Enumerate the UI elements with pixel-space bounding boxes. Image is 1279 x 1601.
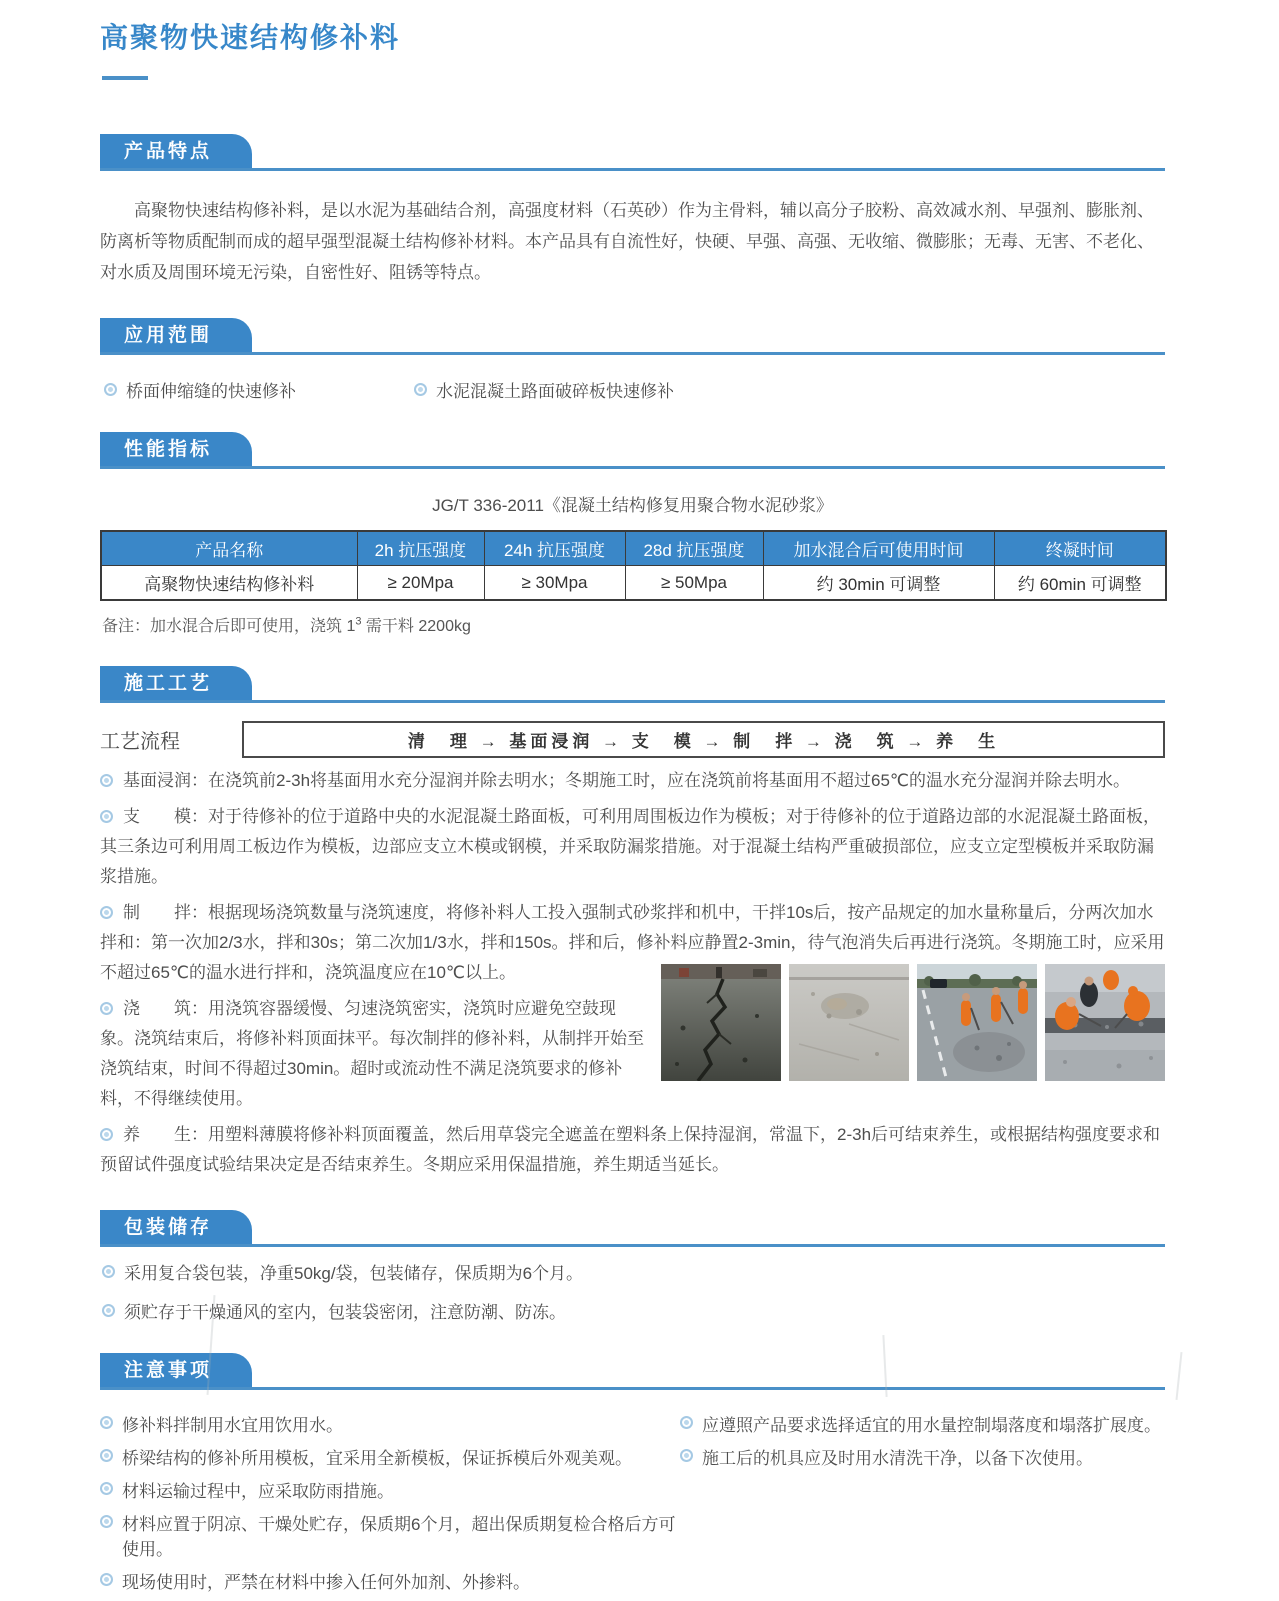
step-text: 制 拌：根据现场浇筑数量与浇筑速度，将修补料人工投入强制式砂浆拌和机中，干拌10s后，按产品规定的加水量称量后，分两次加水拌和：第一次加2/3水，拌和30s；第二次加1/3水，拌和150s。拌和后，修补料应静置2-3min，待气泡消失后再进行浇筑。冬期施工时，应采用不超过65℃的温水进行拌和，浇筑温度应在10℃以上。 [100, 903, 1165, 982]
photo-strip [661, 964, 1165, 1081]
application-items [104, 377, 1165, 402]
process-flow-box: 清 理 → 基面浸润 → 支 模 → 制 拌 → 浇 筑 → 养 生 [242, 721, 1165, 758]
table-header-cell: 2h 抗压强度 [357, 531, 484, 566]
process-step [100, 1120, 1165, 1180]
section-header [100, 134, 1165, 171]
section-tab-features: 产品特点 [100, 134, 252, 168]
section-tab-performance: 性能指标 [100, 432, 252, 466]
remark-superscript: 3 [355, 615, 362, 628]
list-item [104, 377, 414, 402]
section-performance [100, 432, 1165, 636]
list-item-label: 材料应置于阴凉、干燥处贮存，保质期6个月，超出保质期复检合格后方可使用。 [122, 1515, 676, 1559]
features-paragraph: 高聚物快速结构修补料，是以水泥为基础结合剂，高强度材料（石英砂）作为主骨料，辅以高分子胶粉、高效减水剂、早强剂、膨胀剂、防离析等物质配制而成的超早强型混凝土结构修补材料。本产品具有自流性好，快硬、早强、高强、无收缩、微膨胀；无毒、无害、不老化、对水质及周围环境无污染，自密性好、阻锈等特点。 [100, 201, 1154, 282]
ring-bullet-icon [100, 1416, 113, 1429]
ring-bullet-icon [100, 1515, 113, 1528]
list-item [100, 1477, 680, 1502]
step-text: 浇 筑：用浇筑容器缓慢、匀速浇筑密实，浇筑时应避免空鼓现象。浇筑结束后，将修补料顶面抹平。每次制拌的修补料，从制拌开始至浇筑结束，时间不得超过30min。超时或流动性不满足浇筑要求的修补料，不得继续使用。 [100, 999, 644, 1108]
product-datasheet [100, 0, 1165, 1601]
list-item [100, 1411, 680, 1436]
list-item [680, 1444, 1165, 1469]
list-item [102, 1259, 1165, 1284]
ring-bullet-icon [100, 810, 113, 823]
background-artifact [1175, 1352, 1182, 1400]
section-features [100, 134, 1165, 288]
list-item-label: 现场使用时，严禁在材料中掺入任何外加剂、外掺料。 [122, 1573, 530, 1592]
section-application [100, 318, 1165, 402]
ring-bullet-icon [100, 1002, 113, 1015]
list-item-label: 材料运输过程中，应采取防雨措施。 [122, 1482, 394, 1501]
ring-bullet-icon [680, 1449, 693, 1462]
list-item [100, 1444, 680, 1469]
section-process [100, 666, 1165, 1180]
notes-right-column [680, 1404, 1165, 1601]
step-text: 养 生：用塑料薄膜将修补料顶面覆盖，然后用草袋完全遮盖在塑料条上保持湿润，常温下，2-3h后可结束养生，或根据结构强度要求和预留试件强度试验结果决定是否结束养生。冬期应采用保温措施，养生期适当延长。 [100, 1125, 1161, 1174]
list-item-label: 施工后的机具应及时用水清洗干净，以备下次使用。 [702, 1449, 1093, 1468]
photo-cracked-concrete-pavement [661, 964, 781, 1081]
ring-bullet-icon [100, 1449, 113, 1462]
table-header-cell: 产品名称 [101, 531, 357, 566]
section-tab-packaging: 包装储存 [100, 1210, 252, 1244]
table-row [101, 566, 1166, 601]
table-header-cell: 24h 抗压强度 [484, 531, 625, 566]
section-header [100, 1353, 1165, 1390]
list-item-label: 须贮存于干燥通风的室内，包装袋密闭，注意防潮、防冻。 [124, 1303, 566, 1322]
list-item-label: 采用复合袋包装，净重50kg/袋，包装储存，保质期为6个月。 [124, 1264, 584, 1283]
list-item-label: 修补料拌制用水宜用饮用水。 [122, 1416, 343, 1435]
section-packaging [100, 1210, 1165, 1323]
table-cell: 高聚物快速结构修补料 [101, 566, 357, 601]
ring-bullet-icon [680, 1416, 693, 1429]
list-item [680, 1411, 1165, 1436]
table-header-row [101, 531, 1166, 566]
step-text: 支 模：对于待修补的位于道路中央的水泥混凝土路面板，可利用周围板边作为模板；对于待修补的位于道路边部的水泥混凝土路面板，其三条边可利用周工板边作为模板，边部应支立木模或钢模，并采取防漏浆措施。对于混凝土结构严重破损部位，应支立定型模板并采取防漏浆措施。 [100, 807, 1160, 886]
ring-bullet-icon [102, 1304, 115, 1317]
process-step [100, 994, 645, 1114]
table-header-cell: 28d 抗压强度 [625, 531, 763, 566]
list-item-label: 桥梁结构的修补所用模板，宜采用全新模板，保证拆模后外观美观。 [122, 1449, 632, 1468]
section-tab-notes: 注意事项 [100, 1353, 252, 1387]
process-step [100, 766, 1165, 796]
section-header [100, 666, 1165, 703]
section-tab-application: 应用范围 [100, 318, 252, 352]
process-steps [100, 766, 1165, 1180]
section-header [100, 1210, 1165, 1247]
list-item [100, 1510, 680, 1560]
title-underline [102, 76, 148, 80]
standard-reference: JG/T 336-2011《混凝土结构修复用聚合物水泥砂浆》 [432, 496, 833, 515]
list-item-label: 桥面伸缩缝的快速修补 [126, 382, 296, 401]
table-cell: ≥ 50Mpa [625, 566, 763, 601]
photo-damaged-concrete-slab [789, 964, 909, 1081]
table-remark [102, 613, 1165, 636]
remark-text: 备注：加水混合后即可使用，浇筑 1 [102, 618, 356, 635]
table-header-cell: 加水混合后可使用时间 [763, 531, 994, 566]
list-item [102, 1298, 1165, 1323]
process-step [100, 802, 1165, 892]
ring-bullet-icon [100, 1128, 113, 1141]
ring-bullet-icon [100, 906, 113, 919]
ring-bullet-icon [102, 1265, 115, 1278]
packaging-items [100, 1259, 1165, 1323]
notes-grid [100, 1404, 1165, 1601]
page-title: 高聚物快速结构修补料 [100, 22, 401, 53]
ring-bullet-icon [100, 774, 113, 787]
ring-bullet-icon [100, 1573, 113, 1586]
section-header [100, 432, 1165, 469]
flow-label: 工艺流程 [100, 731, 180, 753]
table-cell: 约 60min 可调整 [994, 566, 1166, 601]
list-item-label: 水泥混凝土路面破碎板快速修补 [436, 382, 674, 401]
table-cell: 约 30min 可调整 [763, 566, 994, 601]
photo-road-workers-breaking-slab [917, 964, 1037, 1081]
notes-left-column [100, 1404, 680, 1601]
list-item-label: 应遵照产品要求选择适宜的用水量控制塌落度和塌落扩展度。 [702, 1416, 1161, 1435]
list-item [100, 1568, 680, 1593]
table-header-cell: 终凝时间 [994, 531, 1166, 566]
table-cell: ≥ 30Mpa [484, 566, 625, 601]
step-text: 基面浸润：在浇筑前2-3h将基面用水充分湿润并除去明水；冬期施工时，应在浇筑前将基面用不超过65℃的温水充分湿润并除去明水。 [123, 771, 1131, 790]
process-flow-row [100, 721, 1165, 758]
ring-bullet-icon [414, 383, 427, 396]
list-item [414, 377, 1165, 402]
ring-bullet-icon [104, 383, 117, 396]
performance-table [100, 530, 1167, 601]
section-tab-process: 施工工艺 [100, 666, 252, 700]
section-notes [100, 1353, 1165, 1601]
table-cell: ≥ 20Mpa [357, 566, 484, 601]
remark-text: 需干料 2200kg [361, 618, 471, 635]
photo-workers-placing-repair-material [1045, 964, 1165, 1081]
ring-bullet-icon [100, 1482, 113, 1495]
section-header [100, 318, 1165, 355]
